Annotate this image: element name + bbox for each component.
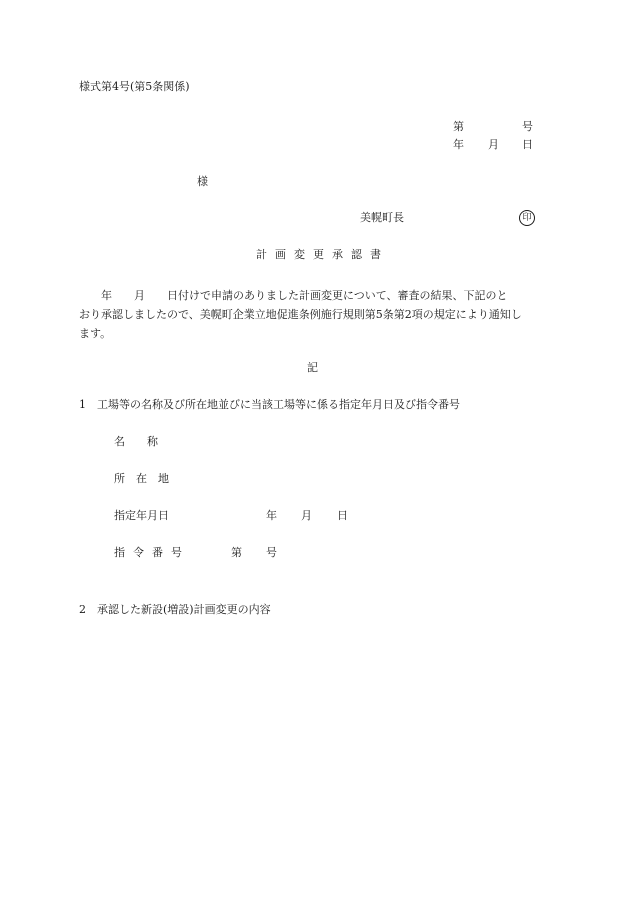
number-go: 号 bbox=[522, 120, 533, 133]
section-2-heading: 2 承認した新設(増設)計画変更の内容 bbox=[79, 603, 271, 616]
date-month: 月 bbox=[488, 138, 499, 151]
ki-heading: 記 bbox=[307, 361, 318, 374]
seal-mark: 印 bbox=[519, 210, 535, 226]
section-1-heading: 1 工場等の名称及び所在地並びに当該工場等に係る指定年月日及び指令番号 bbox=[79, 398, 460, 411]
document-title: 計画変更承認書 bbox=[256, 248, 389, 261]
order-number-label: 指令番号 bbox=[114, 546, 190, 559]
body-paragraph bbox=[79, 286, 549, 343]
designated-date-day: 日 bbox=[337, 509, 348, 522]
body-line: おり承認しましたので、美幌町企業立地促進条例施行規則第5条第2項の規定により通知し bbox=[79, 308, 522, 321]
designated-date-year: 年 bbox=[266, 509, 277, 522]
body-line: 年 月 日付けで申請のありました計画変更について、審査の結果、下記のと bbox=[79, 289, 508, 302]
order-number-go: 号 bbox=[266, 546, 277, 559]
date-year: 年 bbox=[453, 138, 464, 151]
designated-date-month: 月 bbox=[301, 509, 312, 522]
name-label: 名 称 bbox=[114, 435, 158, 448]
designated-date-label: 指定年月日 bbox=[114, 509, 169, 522]
issuer: 美幌町長 bbox=[360, 211, 404, 224]
form-label: 様式第4号(第5条関係) bbox=[79, 80, 190, 93]
addressee-suffix: 様 bbox=[197, 175, 208, 188]
order-number-dai: 第 bbox=[231, 546, 242, 559]
address-label: 所 在 地 bbox=[114, 472, 169, 485]
number-dai: 第 bbox=[453, 120, 464, 133]
body-line: ます。 bbox=[79, 327, 112, 340]
date-day: 日 bbox=[522, 138, 533, 151]
